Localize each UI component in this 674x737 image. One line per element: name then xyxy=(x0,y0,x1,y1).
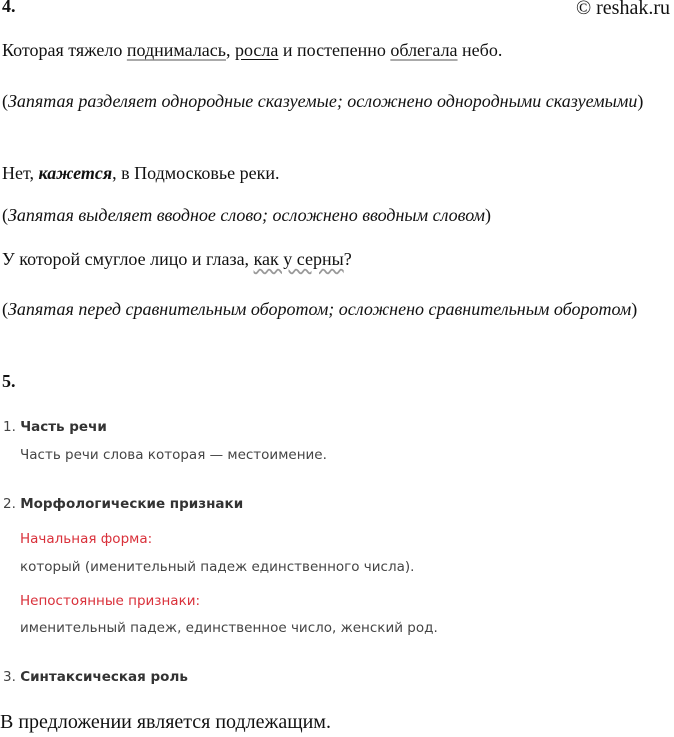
conclusion: В предложении является подлежащим. xyxy=(0,711,331,733)
initial-form-label: Начальная форма: xyxy=(20,531,153,547)
explanation-1: (Запятая разделяет однородные сказуемые; осложнено однородными сказуемыми) xyxy=(2,91,644,111)
task-number-5: 5. xyxy=(2,371,16,391)
variable-features-text: именительный падеж, единственное число, женский род. xyxy=(20,620,438,636)
initial-form-text: который (именительный падеж единственного числа). xyxy=(20,559,415,575)
task-number-4: 4. xyxy=(2,0,16,16)
sentence-1: Которая тяжело поднималась, росла и постепенно облегала небо. xyxy=(2,40,503,60)
item-2-heading: 2. Морфологические признаки xyxy=(3,496,244,512)
sentence-2: Нет, кажется, в Подмосковье реки. xyxy=(2,163,280,183)
explanation-3: (Запятая перед сравнительным оборотом; осложнено сравнительным оборотом) xyxy=(2,299,638,319)
sentence-3: У которой смуглое лицо и глаза, как у серны? xyxy=(2,249,352,269)
copyright: © reshak.ru xyxy=(575,0,670,19)
item-1-text: Часть речи слова которая — местоимение. xyxy=(20,447,327,463)
item-3-heading: 3. Синтаксическая роль xyxy=(3,669,188,685)
variable-features-label: Непостоянные признаки: xyxy=(20,593,201,609)
item-1-heading: 1. Часть речи xyxy=(3,419,107,435)
explanation-2: (Запятая выделяет вводное слово; осложнено вводным словом) xyxy=(2,205,492,225)
